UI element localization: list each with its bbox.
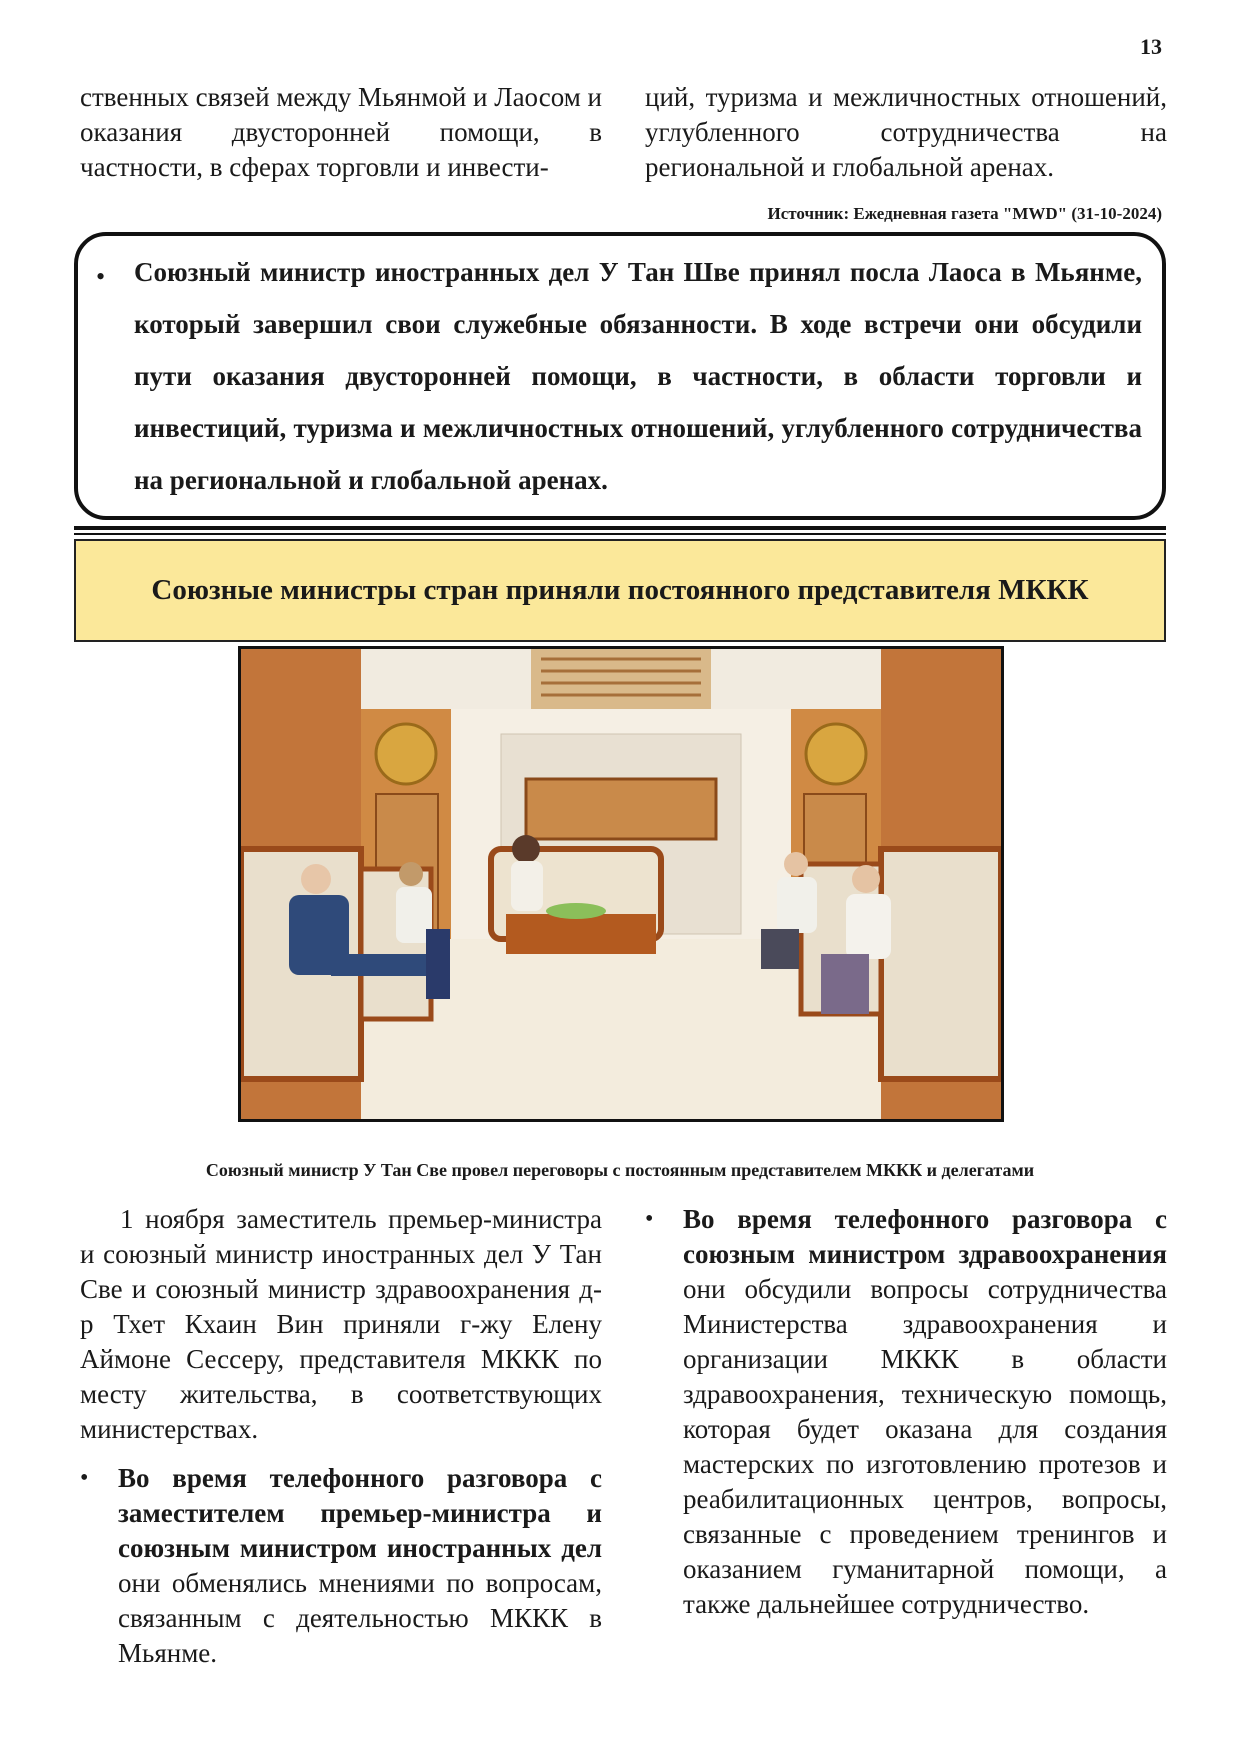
divider-thin — [74, 533, 1166, 535]
photo-caption: Союзный министр У Тан Све провел переговоры с постоянным представителем МККК и делегатами — [205, 1160, 1035, 1180]
source-citation: Источник: Ежедневная газета "MWD" (31-10-2024) — [767, 204, 1162, 223]
bullet1-bold: Во время телефонного разговора с заместителем премьер-министра и союзным министром иностранных дел — [118, 1463, 602, 1563]
bullet1-text: они обменялись мнениями по вопросам, связанным с деятельностью МККК в Мьянме. — [118, 1568, 602, 1668]
bullet-dot-icon: • — [80, 1465, 89, 1491]
meeting-photo — [238, 646, 1004, 1122]
top-right-column-text: ций, туризма и межличностных отношений, углубленного сотрудничества на региональной и глобальной аренах. — [645, 82, 1167, 182]
page-number: 13 — [1140, 34, 1162, 59]
bullet-dot-icon: • — [645, 1206, 654, 1232]
headline-title: Союзные министры стран приняли постоянного представителя МККК — [151, 574, 1089, 606]
top-left-column-text: ственных связей между Мьянмой и Лаосом и оказания двусторонней помощи, в частности, в сферах торговли и инвести- — [80, 82, 602, 182]
bullet2-bold: Во время телефонного разговора с союзным министром здравоохранения — [683, 1204, 1167, 1269]
divider-thick — [74, 526, 1166, 530]
article-right-column — [645, 1202, 1167, 1622]
summary-box — [74, 232, 1166, 520]
summary-text: Союзный министр иностранных дел У Тан Шве принял посла Лаоса в Мьянме, который завершил свои служебные обязанности. В ходе встречи они обсудили пути оказания двусторонней помощи, в частности, в области торговли и инвестиций, туризма и межличностных отношений, углубленного сотрудничества на региональной и глобальной аренах. — [134, 257, 1142, 495]
bullet-item-2 — [645, 1202, 1167, 1622]
bullet-item-1 — [80, 1461, 602, 1671]
article-intro: 1 ноября заместитель премьер-министра и союзный министр иностранных дел У Тан Све и союзный министр здравоохранения д-р Тхет Кхаин Вин приняли г-жу Елену Аймоне Сессеру, представителя МККК по месту жительства, в соответствующих министерствах. — [80, 1204, 602, 1444]
article-left-column — [80, 1202, 602, 1671]
bullet2-text: они обсудили вопросы сотрудничества Министерства здравоохранения и организации МККК в области здравоохранения, техническую помощь, которая будет оказана для создания мастерских по изготовлению протезов и реабилитационных центров, вопросы, связанные с проведением тренингов и оказанием гуманитарной помощи, а также дальнейшее сотрудничество. — [683, 1274, 1167, 1619]
summary-bullet-icon: • — [96, 262, 106, 291]
headline-banner — [74, 539, 1166, 642]
